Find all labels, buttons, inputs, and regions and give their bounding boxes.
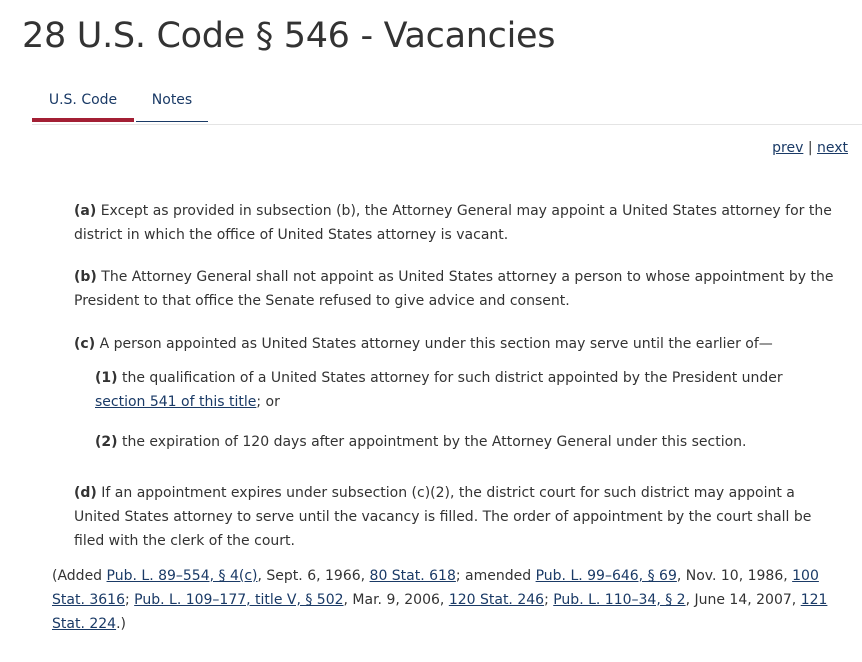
subsection-marker: (c)	[74, 336, 96, 352]
prev-next-nav	[772, 140, 848, 156]
subsection-text: The Attorney General shall not appoint as United States attorney a person to whose appointment by the President to that office the Senate refused to give advice and consent.	[74, 269, 834, 309]
paragraph-tail: ; or	[256, 394, 280, 410]
prev-link[interactable]: prev	[772, 140, 804, 156]
subsection-d	[74, 481, 834, 553]
pub-l-109-177-link[interactable]: Pub. L. 109–177, title V, § 502	[134, 592, 344, 608]
tab-us-code[interactable]: U.S. Code	[32, 82, 134, 122]
paragraph-c-1	[95, 366, 835, 414]
credit-text: ; amended	[455, 568, 536, 584]
subsection-marker: (b)	[74, 269, 97, 285]
credit-text: (Added	[52, 568, 107, 584]
80-stat-618-link[interactable]: 80 Stat. 618	[369, 568, 456, 584]
credit-text: , Nov. 10, 1986,	[676, 568, 793, 584]
tab-bar	[32, 82, 862, 125]
subsection-marker: (a)	[74, 203, 97, 219]
pub-l-110-34-link[interactable]: Pub. L. 110–34, § 2	[553, 592, 686, 608]
subsection-marker: (d)	[74, 485, 97, 501]
tab-notes[interactable]: Notes	[136, 82, 208, 122]
paragraph-c-2	[95, 430, 835, 454]
paragraph-text: the qualification of a United States attorney for such district appointed by the President under	[122, 370, 783, 386]
source-credits	[52, 564, 848, 636]
subsection-text: If an appointment expires under subsection (c)(2), the district court for such district may appoint a United States attorney to serve until the vacancy is filled. The order of appointment by the court shall be filed with the clerk of the court.	[74, 485, 812, 549]
subsection-a	[74, 199, 834, 247]
next-link[interactable]: next	[816, 140, 848, 156]
credit-text: , June 14, 2007,	[685, 592, 801, 608]
pub-l-99-646-link[interactable]: Pub. L. 99–646, § 69	[535, 568, 677, 584]
subsection-c	[74, 332, 834, 356]
subsection-text: Except as provided in subsection (b), the Attorney General may appoint a United States attorney for the district in which the office of United States attorney is vacant.	[74, 203, 832, 243]
credit-text: , Sept. 6, 1966,	[257, 568, 370, 584]
paragraph-marker: (2)	[95, 434, 118, 450]
121-stat-224-link[interactable]: 121 Stat. 224	[52, 592, 828, 632]
paragraph-text: the expiration of 120 days after appointment by the Attorney General under this section.	[122, 434, 747, 450]
credit-text: ;	[124, 592, 135, 608]
pub-l-89-554-link[interactable]: Pub. L. 89–554, § 4(c)	[106, 568, 258, 584]
section-541-link[interactable]: section 541 of this title	[95, 394, 257, 410]
credit-text: , Mar. 9, 2006,	[343, 592, 449, 608]
120-stat-246-link[interactable]: 120 Stat. 246	[448, 592, 545, 608]
subsection-b	[74, 265, 834, 313]
subsection-text: A person appointed as United States attorney under this section may serve until the earlier of—	[99, 336, 773, 352]
credit-text: .)	[116, 616, 126, 632]
100-stat-3616-link[interactable]: 100 Stat. 3616	[52, 568, 819, 608]
credit-text: ;	[544, 592, 554, 608]
page-title: 28 U.S. Code § 546 - Vacancies	[22, 16, 556, 56]
nav-separator: |	[807, 140, 813, 156]
paragraph-marker: (1)	[95, 370, 118, 386]
